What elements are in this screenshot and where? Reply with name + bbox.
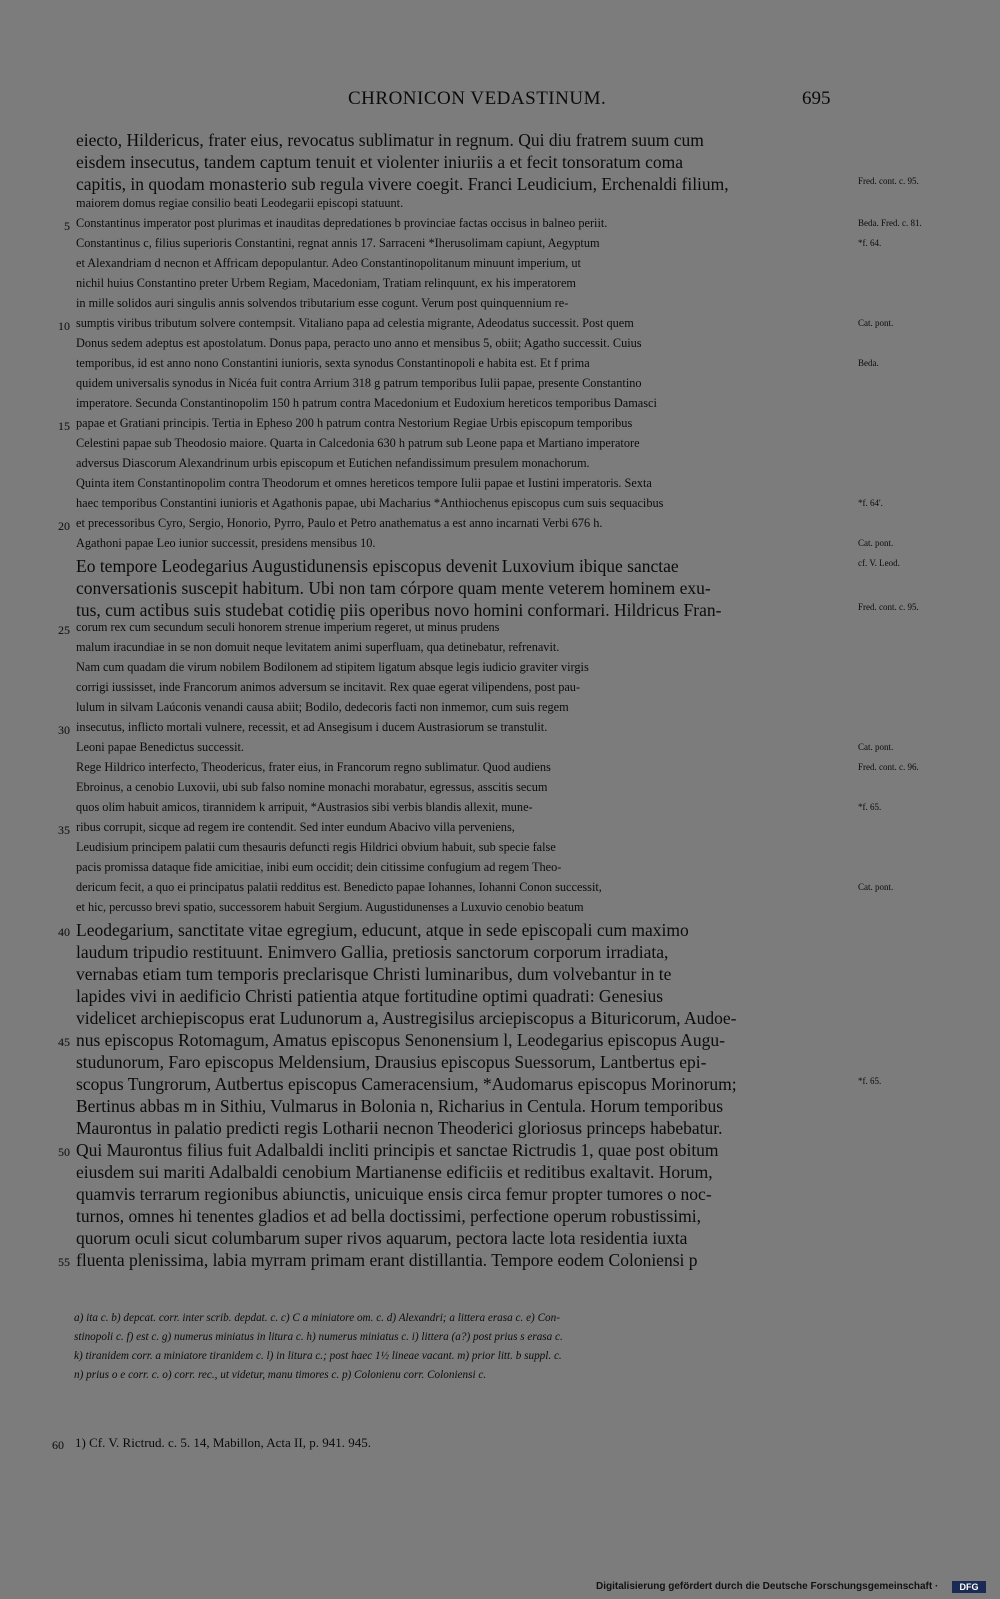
line-text: Donus sedem adeptus est apostolatum. Donus papa, peracto uno anno et mensibus 5, obiit; Agatho successit. Cuius: [76, 336, 642, 350]
text-line: [0, 356, 1000, 378]
line-text: nus episcopus Rotomagum, Amatus episcopus Senonensium l, Leodegarius episcopus Augu-: [76, 1030, 725, 1050]
text-line: [0, 1030, 1000, 1052]
line-text: quos olim habuit amicos, tirannidem k arripuit, *Austrasios sibi verbis blandis allexit, mune-: [76, 800, 533, 814]
line-text: videlicet archiepiscopus erat Ludunorum a, Austregisilus arciepiscopus a Bituricorum, Audoe-: [76, 1008, 737, 1028]
line-text: Maurontus in palatio predicti regis Lotharii necnon Theoderici gloriosus princeps habebatur.: [76, 1118, 723, 1138]
line-number: 20: [58, 519, 70, 533]
text-line: [0, 700, 1000, 722]
text-line: [0, 880, 1000, 902]
line-text: vernabas etiam tum temporis preclarisque Christi luminaribus, dum volvebantur in te: [76, 964, 672, 984]
line-number: 40: [58, 925, 70, 939]
line-number: 10: [58, 319, 70, 333]
line-number: 35: [58, 823, 70, 837]
line-text: corum rex cum secundum seculi honorem strenue imperium regeret, ut minus prudens: [76, 620, 500, 634]
credit-text: Digitalisierung gefördert durch die Deutsche Forschungsgemeinschaft ·: [596, 1581, 939, 1592]
line-text: Rege Hildrico interfecto, Theodericus, frater eius, in Francorum regno sublimatur. Quod audiens: [76, 760, 551, 774]
line-text: eiecto, Hildericus, frater eius, revocatus sublimatur in regnum. Qui diu fratrem suum cum: [76, 130, 704, 150]
text-line: [0, 986, 1000, 1008]
line-text: Ebroinus, a cenobio Luxovii, ubi sub falso nomine monachi morabatur, egressus, asscitis secum: [76, 780, 548, 794]
text-line: [0, 680, 1000, 702]
line-text: Nam cum quadam die virum nobilem Bodilonem ad stipitem ligatum absque legis iudicio graviter virgis: [76, 660, 589, 674]
line-text: eisdem insecutus, tandem captum tenuit et violenter iniuriis a et fecit tonsoratum coma: [76, 152, 683, 172]
line-text: Celestini papae sub Theodosio maiore. Quarta in Calcedonia 630 h patrum sub Leone papa et Martiano imperatore: [76, 436, 640, 450]
line-text: Quinta item Constantinopolim contra Theodorum et omnes hereticos tempore Iulii papae et Iustini imperatoris. Sexta: [76, 476, 652, 490]
text-line: [0, 336, 1000, 358]
text-line: [0, 196, 1000, 218]
line-text: malum iracundiae in se non domuit neque levitatem animi superfluam, qua detinebatur, refrenavit.: [76, 640, 560, 654]
line-text: nichil huius Constantino preter Urbem Regiam, Macedoniam, Tratiam relinquunt, ex his imperatorem: [76, 276, 576, 290]
text-line: [0, 740, 1000, 762]
text-line: [0, 236, 1000, 258]
text-line: [0, 900, 1000, 922]
margin-note: Cat. pont.: [858, 538, 894, 548]
text-line: [0, 600, 1000, 622]
text-line: [0, 1008, 1000, 1030]
text-line: [0, 578, 1000, 600]
text-line: [0, 1206, 1000, 1228]
page-number: 695: [802, 88, 831, 109]
text-line: [0, 216, 1000, 238]
text-line: [0, 476, 1000, 498]
text-line: [0, 1140, 1000, 1162]
line-text: ribus corrupit, sicque ad regem ire contendit. Sed inter eundum Abacivo villa perveniens,: [76, 820, 515, 834]
line-text: Leodegarium, sanctitate vitae egregium, educunt, atque in sede episcopali cum maximo: [76, 920, 689, 940]
line-text: insecutus, inflicto mortali vulnere, recessit, et ad Ansegisum i ducem Austrasiorum se transtulit.: [76, 720, 548, 734]
text-line: [0, 620, 1000, 642]
line-text: quidem universalis synodus in Nicéa fuit contra Arrium 318 g patrum temporibus Iulii papae, presente Constantino: [76, 376, 642, 390]
line-text: lulum in silvam Laúconis venandi causa abiit; Bodilo, dedecoris facti non inmemor, cum suis regem: [76, 700, 569, 714]
line-text: Constantinus c, filius superioris Constantini, regnat annis 17. Sarraceni *Iherusolimam capiunt, Aegyptum: [76, 236, 600, 250]
endnote-text: 1) Cf. V. Rictrud. c. 5. 14, Mabillon, Acta II, p. 941. 945.: [75, 1435, 371, 1450]
text-line: [0, 1074, 1000, 1096]
digitization-credit: [596, 1581, 996, 1595]
footnote-line: k) tiranidem corr. a miniatore tiranidem c. l) in litura c.; post haec 1½ lineae vacant. m) prior litt. b suppl. c.: [74, 1350, 562, 1362]
line-text: adversus Diascorum Alexandrinum urbis episcopum et Eutichen nefandissimum presulem monachorum.: [76, 456, 590, 470]
line-text: tus, cum actibus suis studebat cotidię piis operibus novo homini conformari. Hildricus Fran-: [76, 600, 722, 620]
text-line: [0, 1250, 1000, 1272]
line-text: lapides vivi in aedificio Christi patientia atque fortitudine optimi quadrati: Genesius: [76, 986, 664, 1006]
text-line: [0, 780, 1000, 802]
margin-note: Beda.: [858, 358, 879, 368]
margin-note: Cat. pont.: [858, 742, 894, 752]
text-line: [0, 800, 1000, 822]
margin-note: Cat. pont.: [858, 318, 894, 328]
header-title: CHRONICON VEDASTINUM.: [348, 88, 607, 109]
line-text: Qui Maurontus filius fuit Adalbaldi incliti principis et sanctae Rictrudis 1, quae post obitum: [76, 1140, 719, 1160]
line-text: scopus Tungrorum, Autbertus episcopus Cameracensium, *Audomarus episcopus Morinorum;: [76, 1074, 737, 1094]
line-text: capitis, in quodam monasterio sub regula vivere coegit. Franci Leudicium, Erchenaldi filium,: [76, 174, 729, 194]
line-text: turnos, omnes hi tenentes gladios et ad bella doctissimi, perfectione operum robustissimi,: [76, 1206, 702, 1226]
margin-note: *f. 65.: [858, 802, 882, 812]
line-text: eiusdem sui mariti Adalbaldi cenobium Martianense edificiis et reditibus exaltavit. Horum,: [76, 1162, 713, 1182]
text-line: [0, 860, 1000, 882]
text-line: [0, 416, 1000, 438]
margin-note: Fred. cont. c. 96.: [858, 762, 919, 772]
line-number: 25: [58, 623, 70, 637]
text-line: [0, 1118, 1000, 1140]
line-text: maiorem domus regiae consilio beati Leodegarii episcopi statuunt.: [76, 196, 404, 210]
line-text: temporibus, id est anno nono Constantini iunioris, sexta synodus Constantinopoli e habita est. Et f prima: [76, 356, 590, 370]
line-number: 60: [52, 1438, 64, 1452]
line-text: in mille solidos auri singulis annis solvendos tributarium esse cogunt. Verum post quinquennium re-: [76, 296, 569, 310]
text-line: [0, 436, 1000, 458]
line-text: quamvis terrarum regionibus abiunctis, unicuique ensis circa femur propter tumores o noc-: [76, 1184, 712, 1204]
line-text: pacis promissa dataque fide amicitiae, inibi eum occidit; dein citissime confugium ad regem Theo-: [76, 860, 562, 874]
text-line: [0, 640, 1000, 662]
text-line: [0, 720, 1000, 742]
margin-note: Cat. pont.: [858, 882, 894, 892]
text-line: [0, 516, 1000, 538]
line-text: Bertinus abbas m in Sithiu, Vulmarus in Bolonia n, Richarius in Centula. Horum temporibus: [76, 1096, 724, 1116]
text-line: [0, 660, 1000, 682]
text-line: [0, 1184, 1000, 1206]
text-line: [0, 276, 1000, 298]
text-line: [0, 820, 1000, 842]
line-text: papae et Gratiani principis. Tertia in Epheso 200 h patrum contra Nestorium Regiae Urbis episcopum temporibus: [76, 416, 633, 430]
endnote: [0, 1435, 1000, 1455]
margin-note: Fred. cont. c. 95.: [858, 176, 919, 186]
margin-note: cf. V. Leod.: [858, 558, 900, 568]
line-text: Constantinus imperator post plurimas et inauditas depredationes b provinciae factas occisus in balneo periit.: [76, 216, 608, 230]
text-line: [0, 1228, 1000, 1250]
text-line: [0, 130, 1000, 152]
footnote-line: a) ita c. b) depcat. corr. inter scrib. depdat. c. c) C a miniatore om. c. d) Alexandri; a littera erasa c. e) Con-: [74, 1312, 560, 1324]
line-text: laudum tripudio restituunt. Enimvero Gallia, pretiosis sanctorum corporum irradiata,: [76, 942, 669, 962]
text-line: [0, 256, 1000, 278]
text-line: [0, 496, 1000, 518]
text-line: [0, 296, 1000, 318]
text-line: [0, 1162, 1000, 1184]
line-text: Leudisium principem palatii cum thesauris defuncti regis Hildrici obvium habuit, sub specie false: [76, 840, 556, 854]
margin-note: *f. 64.: [858, 238, 882, 248]
text-line: [0, 174, 1000, 196]
text-line: [0, 316, 1000, 338]
line-number: 5: [64, 219, 70, 233]
line-text: sumptis viribus tributum solvere contempsit. Vitaliano papa ad celestia migrante, Adeodatus successit. Post quem: [76, 316, 634, 330]
line-text: imperatore. Secunda Constantinopolim 150 h patrum contra Macedonium et Eudoxium hereticos temporibus Damasci: [76, 396, 657, 410]
margin-note: *f. 65.: [858, 1076, 882, 1086]
text-line: [0, 760, 1000, 782]
line-text: fluenta plenissima, labia myrram primam erant distillantia. Tempore eodem Coloniensi p: [76, 1250, 698, 1270]
margin-note: Fred. cont. c. 95.: [858, 602, 919, 612]
text-line: [0, 920, 1000, 942]
text-line: [0, 964, 1000, 986]
text-line: [0, 840, 1000, 862]
line-text: haec temporibus Constantini iunioris et Agathonis papae, ubi Macharius *Anthiochenus episcopus cum suis sequacibus: [76, 496, 664, 510]
text-line: [0, 396, 1000, 418]
footnote-line: n) prius o e corr. c. o) corr. rec., ut videtur, manu timores c. p) Colonienu corr. Coloniensi c.: [74, 1369, 487, 1381]
line-text: Eo tempore Leodegarius Augustidunensis episcopus devenit Luxovium ibique sanctae: [76, 556, 679, 576]
line-number: 30: [58, 723, 70, 737]
text-line: [0, 536, 1000, 558]
text-line: [0, 1096, 1000, 1118]
line-text: et precessoribus Cyro, Sergio, Honorio, Pyrro, Paulo et Petro anathematus a est anno incarnati Verbi 676 h.: [76, 516, 603, 530]
line-text: et hic, percusso brevi spatio, successorem habuit Sergium. Augustidunenses a Luxuvio cenobio beatum: [76, 900, 584, 914]
text-line: [0, 1052, 1000, 1074]
line-number: 55: [58, 1255, 70, 1269]
line-text: quorum oculi sicut columbarum super rivos aquarum, pectora lacte lota residentia iuxta: [76, 1228, 688, 1248]
line-text: studunorum, Faro episcopus Meldensium, Drausius episcopus Suessorum, Lantbertus epi-: [76, 1052, 707, 1072]
line-text: et Alexandriam d necnon et Affricam depopulantur. Adeo Constantinopolitanum minuunt imperium, ut: [76, 256, 581, 270]
text-line: [0, 456, 1000, 478]
line-text: corrigi iussisset, inde Francorum animos adversum se incitavit. Rex quae egerat vilipendens, post pau-: [76, 680, 581, 694]
line-number: 45: [58, 1035, 70, 1049]
text-line: [0, 556, 1000, 578]
line-number: 15: [58, 419, 70, 433]
line-text: dericum fecit, a quo ei principatus palatii redditus est. Benedicto papae Iohannes, Iohanni Conon successit,: [76, 880, 602, 894]
footnote-line: stinopoli c. f) est c. g) numerus miniatus in litura c. h) numerus miniatus c. i) littera (a?) post prius s erasa c.: [74, 1331, 563, 1343]
margin-note: Beda. Fred. c. 81.: [858, 218, 922, 228]
text-line: [0, 942, 1000, 964]
text-line: [0, 376, 1000, 398]
dfg-logo: DFG: [952, 1581, 986, 1593]
margin-note: *f. 64'.: [858, 498, 883, 508]
line-text: conversationis suscepit habitum. Ubi non tam córpore quam mente veterem hominem exu-: [76, 578, 711, 598]
line-number: 50: [58, 1145, 70, 1159]
line-text: Agathoni papae Leo iunior successit, presidens mensibus 10.: [76, 536, 376, 550]
line-text: Leoni papae Benedictus successit.: [76, 740, 245, 754]
text-line: [0, 152, 1000, 174]
